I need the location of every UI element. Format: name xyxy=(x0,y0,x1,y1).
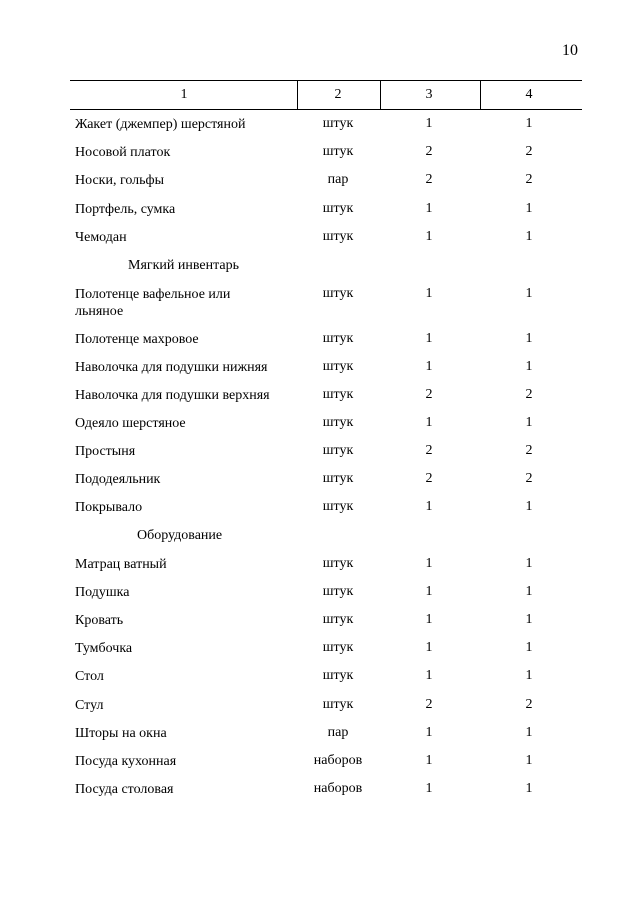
item-name: Стол xyxy=(75,669,104,684)
item-name: Наволочка для подушки нижняя xyxy=(75,360,268,375)
item-col-3: 2 xyxy=(425,172,433,187)
item-col-3: 2 xyxy=(425,443,433,458)
item-col-3: 1 xyxy=(425,331,433,346)
table-row xyxy=(0,144,640,164)
table-row xyxy=(0,286,640,322)
item-col-4: 1 xyxy=(525,668,533,683)
item-col-4: 1 xyxy=(525,331,533,346)
item-name: Кровать xyxy=(75,613,124,628)
item-name: Тумбочка xyxy=(75,641,133,656)
item-unit: штук xyxy=(322,331,354,346)
table-header-col-2: 2 xyxy=(334,87,342,102)
item-col-3: 1 xyxy=(425,116,433,131)
item-name: Посуда кухонная xyxy=(75,754,177,769)
item-name: Жакет (джемпер) шерстяной xyxy=(75,117,246,132)
table-row xyxy=(0,640,640,660)
item-col-4: 1 xyxy=(525,640,533,655)
item-col-4: 1 xyxy=(525,556,533,571)
table-row xyxy=(0,753,640,773)
table-row xyxy=(0,725,640,745)
item-name: Пододеяльник xyxy=(75,472,161,487)
section-title-equipment: Оборудование xyxy=(137,528,223,543)
section-title-soft-inventory: Мягкий инвентарь xyxy=(128,258,240,273)
table-row xyxy=(0,229,640,249)
item-unit: штук xyxy=(322,359,354,374)
item-col-4: 1 xyxy=(525,116,533,131)
item-name: Стул xyxy=(75,698,104,713)
item-col-4: 1 xyxy=(525,725,533,740)
table-header-top-rule xyxy=(70,80,582,81)
item-col-4: 1 xyxy=(525,612,533,627)
item-col-4: 2 xyxy=(525,471,533,486)
item-unit: штук xyxy=(322,556,354,571)
item-col-4: 1 xyxy=(525,415,533,430)
item-col-3: 1 xyxy=(425,584,433,599)
item-unit: штук xyxy=(322,612,354,627)
table-header-bottom-rule xyxy=(70,109,582,110)
item-col-3: 1 xyxy=(425,286,433,301)
item-unit: наборов xyxy=(313,753,363,768)
item-unit: штук xyxy=(322,116,354,131)
table-header-separator xyxy=(297,80,298,110)
item-name: Полотенце вафельное или льняное xyxy=(75,287,231,319)
item-name: Одеяло шерстяное xyxy=(75,416,186,431)
item-unit: штук xyxy=(322,144,354,159)
table-header-separator xyxy=(480,80,481,110)
item-col-3: 1 xyxy=(425,359,433,374)
item-unit: штук xyxy=(322,286,354,301)
table-row xyxy=(0,668,640,688)
item-name: Чемодан xyxy=(75,230,127,245)
item-unit: штук xyxy=(322,387,354,402)
item-col-4: 1 xyxy=(525,781,533,796)
item-col-3: 1 xyxy=(425,640,433,655)
item-col-4: 2 xyxy=(525,144,533,159)
item-col-4: 2 xyxy=(525,443,533,458)
item-col-4: 1 xyxy=(525,753,533,768)
item-unit: штук xyxy=(322,415,354,430)
item-unit: штук xyxy=(322,640,354,655)
item-unit: штук xyxy=(322,499,354,514)
item-col-3: 2 xyxy=(425,471,433,486)
item-col-3: 2 xyxy=(425,697,433,712)
item-col-3: 1 xyxy=(425,499,433,514)
table-row xyxy=(0,443,640,463)
table-header-col-4: 4 xyxy=(525,87,533,102)
table-header-col-1: 1 xyxy=(180,87,188,102)
item-col-3: 1 xyxy=(425,668,433,683)
table-header-separator xyxy=(380,80,381,110)
table-row xyxy=(0,697,640,717)
item-col-4: 1 xyxy=(525,201,533,216)
item-unit: наборов xyxy=(313,781,363,796)
item-col-3: 2 xyxy=(425,387,433,402)
table-row xyxy=(0,172,640,192)
item-name: Покрывало xyxy=(75,500,143,515)
item-unit: штук xyxy=(322,584,354,599)
item-unit: штук xyxy=(322,229,354,244)
item-name: Шторы на окна xyxy=(75,726,167,741)
table-row xyxy=(0,201,640,221)
item-col-4: 2 xyxy=(525,697,533,712)
table-row xyxy=(0,781,640,801)
item-unit: штук xyxy=(322,697,354,712)
item-name: Посуда столовая xyxy=(75,782,174,797)
item-name: Носки, гольфы xyxy=(75,173,165,188)
item-col-3: 1 xyxy=(425,415,433,430)
item-col-4: 1 xyxy=(525,499,533,514)
item-col-3: 1 xyxy=(425,753,433,768)
table-row xyxy=(0,359,640,379)
table-row xyxy=(0,556,640,576)
item-name: Портфель, сумка xyxy=(75,202,176,217)
item-col-3: 1 xyxy=(425,556,433,571)
item-name: Полотенце махровое xyxy=(75,332,199,347)
item-name: Наволочка для подушки верхняя xyxy=(75,388,270,403)
item-col-4: 2 xyxy=(525,387,533,402)
table-row xyxy=(0,499,640,519)
page-number: 10 xyxy=(562,42,578,59)
item-col-3: 1 xyxy=(425,229,433,244)
item-col-3: 2 xyxy=(425,144,433,159)
item-unit: пар xyxy=(327,725,349,740)
item-unit: штук xyxy=(322,471,354,486)
item-unit: штук xyxy=(322,201,354,216)
table-row xyxy=(0,331,640,351)
item-name: Носовой платок xyxy=(75,145,171,160)
table-row xyxy=(0,415,640,435)
item-unit: пар xyxy=(327,172,349,187)
item-col-3: 1 xyxy=(425,201,433,216)
item-col-3: 1 xyxy=(425,725,433,740)
item-unit: штук xyxy=(322,443,354,458)
item-col-4: 1 xyxy=(525,286,533,301)
item-col-4: 1 xyxy=(525,359,533,374)
table-row xyxy=(0,116,640,136)
table-header-col-3: 3 xyxy=(425,87,433,102)
item-col-3: 1 xyxy=(425,612,433,627)
item-col-4: 2 xyxy=(525,172,533,187)
table-row xyxy=(0,612,640,632)
item-name: Подушка xyxy=(75,585,130,600)
item-name: Простыня xyxy=(75,444,136,459)
item-name: Матрац ватный xyxy=(75,557,167,572)
item-col-3: 1 xyxy=(425,781,433,796)
item-col-4: 1 xyxy=(525,229,533,244)
table-row xyxy=(0,584,640,604)
item-col-4: 1 xyxy=(525,584,533,599)
table-row xyxy=(0,471,640,491)
table-row xyxy=(0,387,640,407)
item-unit: штук xyxy=(322,668,354,683)
